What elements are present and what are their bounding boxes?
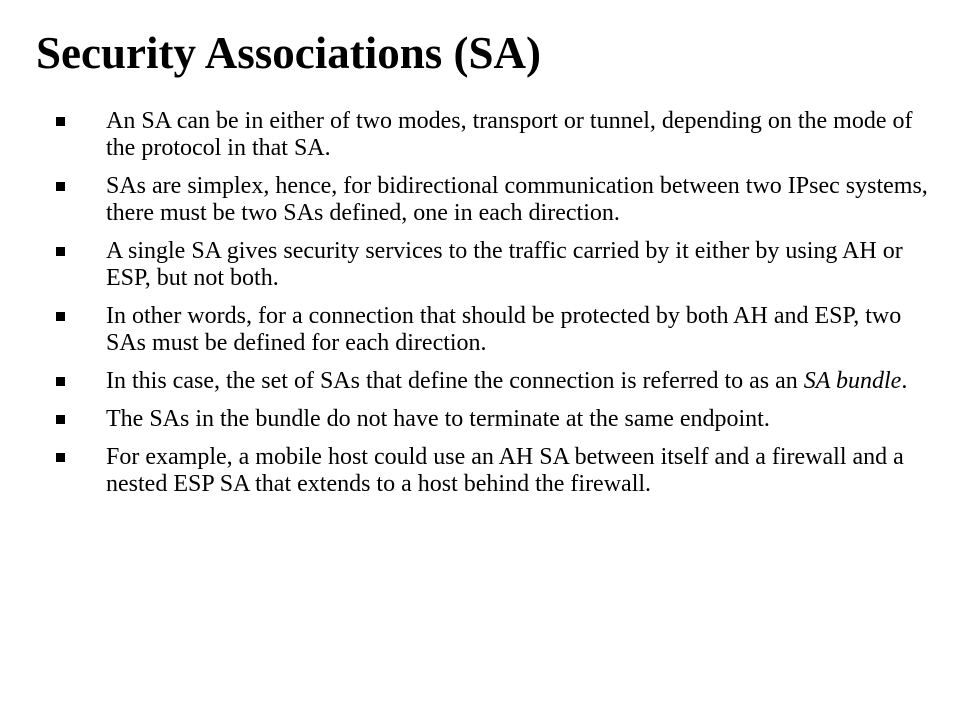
- sa-bundle-term: SA bundle: [803, 368, 902, 394]
- bullet-text-before: In this case, the set of SAs that define the connection is referred to as an: [106, 368, 804, 394]
- bullet-item: [0, 173, 960, 227]
- bullet-text: A single SA gives security services to the traffic carried by it either by using AH or ESP, but not both.: [106, 238, 903, 291]
- square-bullet-icon: [56, 312, 65, 321]
- square-bullet-icon: [56, 453, 65, 462]
- square-bullet-icon: [56, 415, 65, 424]
- bullet-text: In other words, for a connection that should be protected by both AH and ESP, two SAs must be defined for each direction.: [106, 303, 902, 356]
- bullet-item: [0, 406, 960, 433]
- bullet-text: The SAs in the bundle do not have to terminate at the same endpoint.: [106, 406, 770, 432]
- square-bullet-icon: [56, 182, 65, 191]
- bullet-item: [0, 303, 960, 357]
- bullet-text: SAs are simplex, hence, for bidirectional communication between two IPsec systems, there must be two SAs defined, one in each direction.: [106, 173, 928, 226]
- bullet-text: An SA can be in either of two modes, transport or tunnel, depending on the mode of the protocol in that SA.: [106, 108, 913, 161]
- square-bullet-icon: [56, 117, 65, 126]
- bullet-item: [0, 444, 960, 498]
- bullet-item: [0, 368, 960, 395]
- bullet-item: [0, 108, 960, 162]
- square-bullet-icon: [56, 377, 65, 386]
- bullet-list: [0, 108, 960, 509]
- bullet-item: [0, 238, 960, 292]
- slide-title: Security Associations (SA): [36, 28, 541, 78]
- square-bullet-icon: [56, 247, 65, 256]
- bullet-text: [106, 368, 907, 394]
- bullet-text: For example, a mobile host could use an AH SA between itself and a firewall and a nested ESP SA that extends to a host behind the firewall.: [106, 444, 904, 497]
- bullet-text-after: .: [901, 368, 908, 394]
